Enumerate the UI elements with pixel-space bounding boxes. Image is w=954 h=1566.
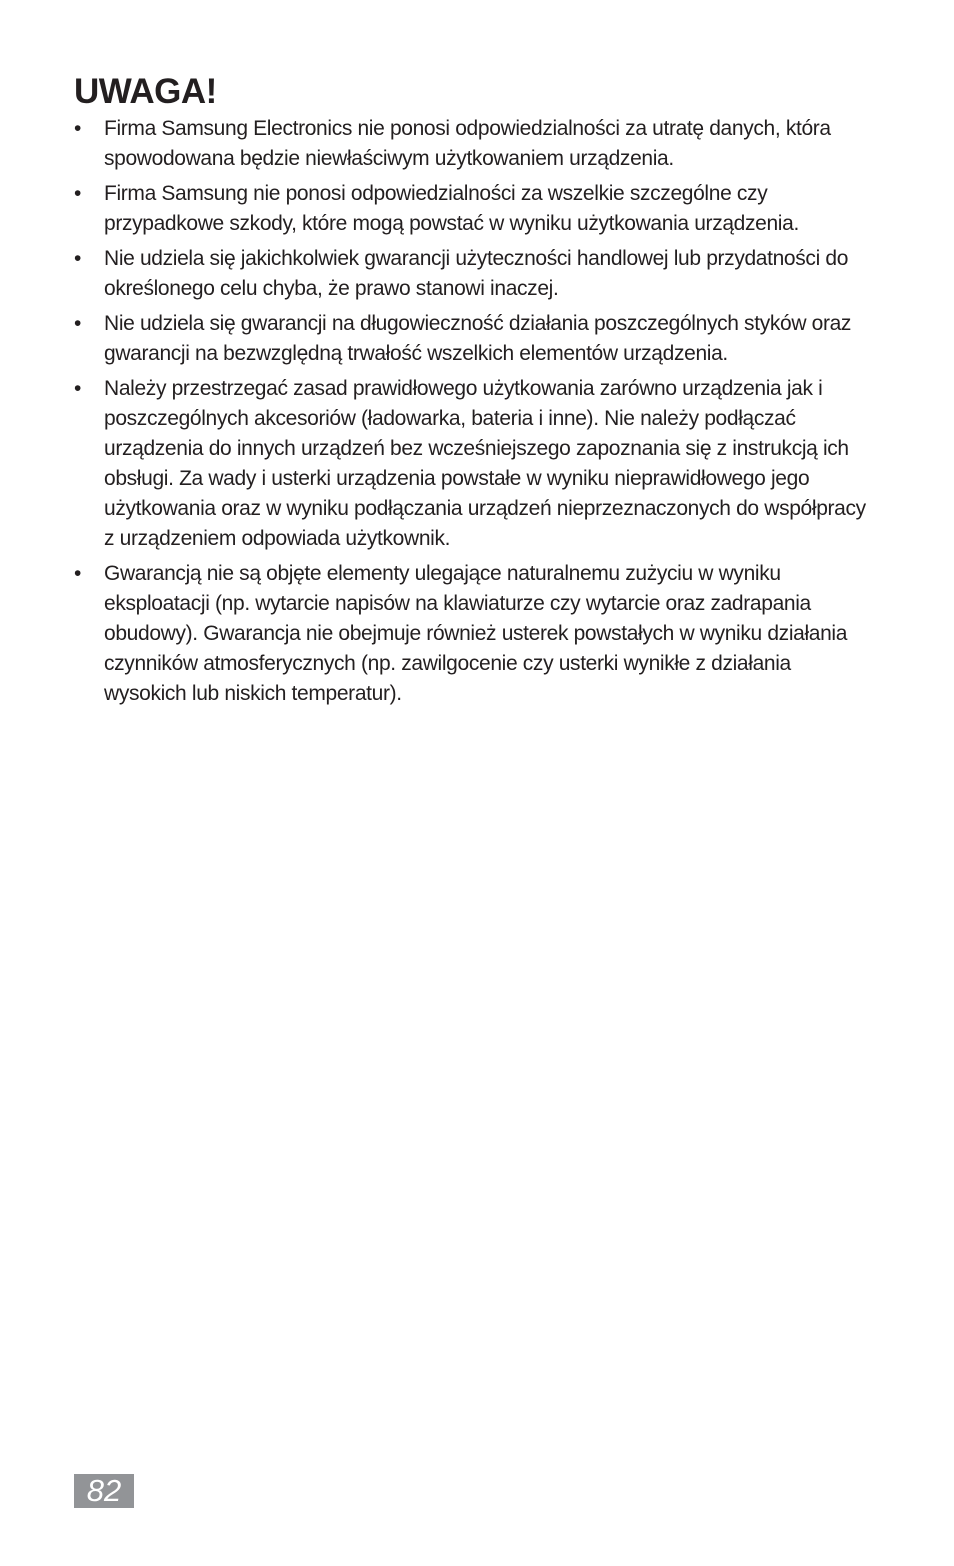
bullet-icon: • [74,247,82,270]
list-item-text: Nie udziela się gwarancji na długowieczność działania poszczególnych styków oraz gwarancji na bezwzględną trwałość wszelkich elementów urządzenia. [104,312,852,365]
list-item-text: Firma Samsung nie ponosi odpowiedzialności za wszelkie szczególne czy przypadkowe szkody, które mogą powstać w wyniku użytkowania urządzenia. [104,182,799,235]
bullet-icon: • [74,562,82,585]
list-item [74,114,874,174]
list-item [74,559,874,709]
list-item-text: Nie udziela się jakichkolwiek gwarancji użyteczności handlowej lub przydatności do określonego celu chyba, że prawo stanowi inaczej. [104,247,849,300]
bullet-icon: • [74,182,82,205]
bullet-icon: • [74,117,82,140]
list-item [74,309,874,369]
bullet-icon: • [74,312,82,335]
list-item [74,374,874,554]
list-item-text: Gwarancją nie są objęte elementy ulegające naturalnemu zużyciu w wyniku eksploatacji (np. wytarcie napisów na klawiaturze czy wytarcie oraz zadrapania obudowy). Gwarancja nie obejmuje również usterek powstałych w wyniku działania czynników atmosferycznych (np. zawilgocenie czy usterki wynikłe z działania wysokich lub niskich temperatur). [104,562,848,705]
page-number: 82 [74,1474,134,1508]
list-item-text: Należy przestrzegać zasad prawidłowego użytkowania zarówno urządzenia jak i poszczególnych akcesoriów (ładowarka, bateria i inne). Nie należy podłączać urządzenia do innych urządzeń bez wcześniejszego zapoznania się z instrukcją ich obsługi. Za wady i usterki urządzenia powstałe w wyniku nieprawidłowego jego użytkowania oraz w wyniku podłączania urządzeń nieprzeznaczonych do współpracy z urządzeniem odpowiada użytkownik. [104,377,866,550]
notice-list [74,114,874,714]
list-item [74,244,874,304]
list-item [74,179,874,239]
page-title: UWAGA! [74,72,217,111]
bullet-icon: • [74,377,82,400]
list-item-text: Firma Samsung Electronics nie ponosi odpowiedzialności za utratę danych, która spowodowana będzie niewłaściwym użytkowaniem urządzenia. [104,117,831,170]
